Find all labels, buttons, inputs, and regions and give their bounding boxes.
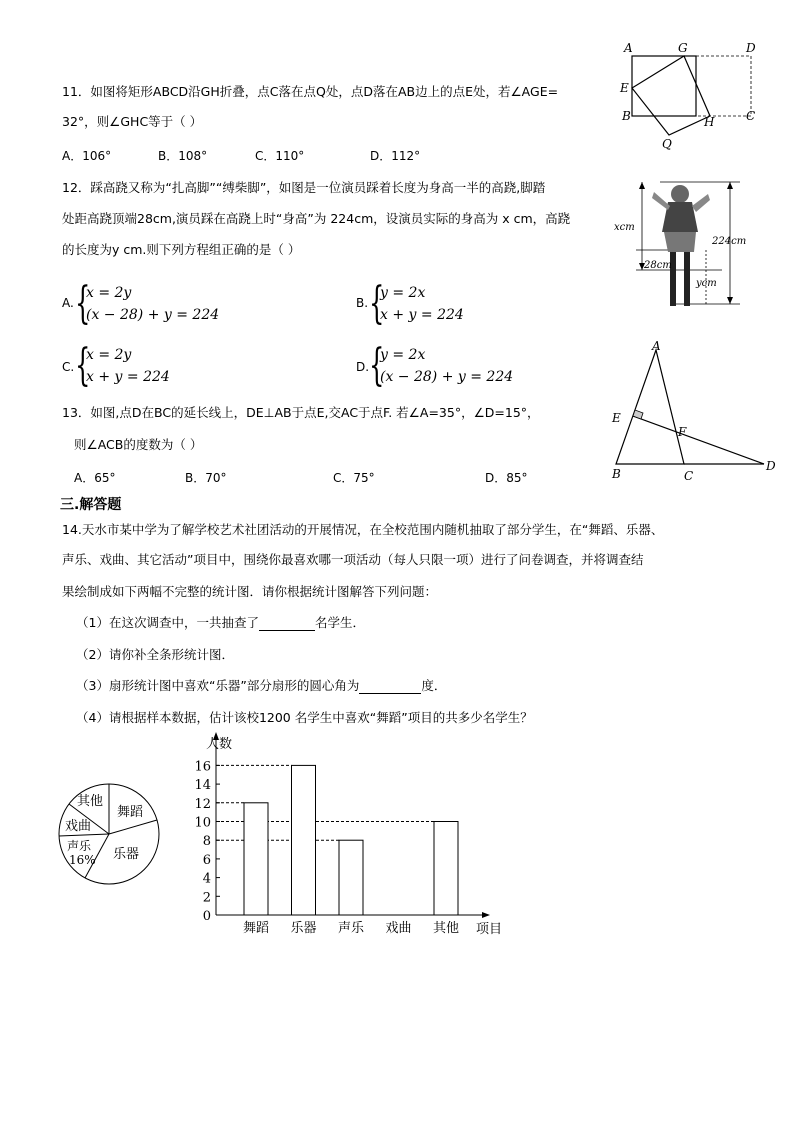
q13-line2: 则∠ACB的度数为（ ） bbox=[74, 437, 203, 452]
q13-label-e: E bbox=[612, 411, 621, 425]
q14-sub1-post: 名学生． bbox=[314, 615, 365, 630]
q12-option-d-brace: { bbox=[369, 340, 385, 391]
x-axis-arrow bbox=[482, 912, 490, 918]
bar-4 bbox=[434, 822, 458, 916]
q13-figure bbox=[600, 338, 790, 488]
q12-option-d-system bbox=[380, 344, 513, 388]
q11-label-c: C bbox=[746, 109, 756, 123]
q14-sub1-blank[interactable] bbox=[259, 616, 315, 631]
q13-label-b: B bbox=[612, 467, 621, 481]
bar-0 bbox=[244, 803, 268, 915]
q13-label-c: C bbox=[684, 469, 694, 483]
q14-line3: 果绘制成如下两幅不完整的统计图．请你根据统计图解答下列问题： bbox=[62, 584, 438, 599]
q12-option-d-label: D. bbox=[356, 360, 370, 374]
q12-label-xcm: xcm bbox=[614, 222, 635, 233]
q12-option-c-brace: { bbox=[75, 340, 91, 391]
q12-option-c-system bbox=[86, 344, 170, 388]
y-tick-label: 6 bbox=[202, 852, 211, 868]
category-label: 乐器 bbox=[290, 921, 317, 936]
q12-option-a-eq1: x = 2y bbox=[86, 285, 132, 301]
pie-label-opera: 戏曲 bbox=[65, 819, 92, 834]
q11-label-g: G bbox=[678, 41, 688, 55]
category-label: 其他 bbox=[432, 921, 460, 936]
q11-option-a: A．106° bbox=[62, 149, 112, 163]
performer-head-icon bbox=[671, 185, 689, 203]
category-label: 戏曲 bbox=[385, 921, 412, 936]
q14-sub3-post: 度． bbox=[421, 678, 447, 693]
q12-option-a-label: A. bbox=[62, 296, 74, 310]
q11-stem-line1: 11．如图将矩形ABCD沿GH折叠，点C落在点Q处，点D落在AB边上的点E处，若∠AGE= bbox=[62, 84, 559, 99]
q13-option-c: C．75° bbox=[333, 471, 375, 485]
q12-option-a-brace: { bbox=[75, 278, 91, 329]
q12-option-b-eq2: x + y = 224 bbox=[380, 307, 464, 323]
q12-line1: 12．踩高跷又称为“扎高脚”“缚柴脚”，如图是一位演员踩着长度为身高一半的高跷,脚踏 bbox=[62, 180, 546, 195]
q12-option-c-eq2: x + y = 224 bbox=[86, 369, 170, 385]
q13-option-d: D．85° bbox=[485, 471, 528, 485]
q14-sub1-pre: （1）在这次调查中，一共抽查了 bbox=[76, 615, 259, 630]
q11-label-a: A bbox=[624, 41, 633, 55]
q14-sub3 bbox=[76, 678, 446, 694]
bar-2 bbox=[339, 840, 363, 915]
q12-option-b-eq1: y = 2x bbox=[380, 285, 426, 301]
q12-option-b-label: B. bbox=[356, 296, 369, 310]
q13-label-f: F bbox=[678, 425, 687, 439]
q12-label-28cm: 28cm bbox=[644, 260, 672, 271]
q12-option-d-eq1: y = 2x bbox=[380, 347, 426, 363]
y-tick-label: 0 bbox=[202, 909, 211, 924]
y-tick-label: 16 bbox=[194, 759, 211, 775]
pie-label-music: 乐器 bbox=[113, 847, 140, 862]
q11-label-e: E bbox=[620, 81, 629, 95]
q14-sub1 bbox=[76, 615, 365, 631]
y-tick-label: 2 bbox=[202, 890, 211, 906]
category-label: 舞蹈 bbox=[242, 921, 270, 936]
q11-label-b: B bbox=[622, 109, 631, 123]
q12-label-ycm: ycm bbox=[696, 278, 717, 289]
y-tick-label: 4 bbox=[202, 871, 211, 887]
q14-sub3-pre: （3）扇形统计图中喜欢“乐器”部分扇形的圆心角为 bbox=[76, 678, 360, 693]
y-tick-label: 12 bbox=[194, 796, 211, 812]
q12-label-224cm: 224cm bbox=[712, 236, 747, 247]
q14-sub2: （2）请你补全条形统计图． bbox=[76, 647, 234, 662]
q14-line1: 14.天水市某中学为了解学校艺术社团活动的开展情况，在全校范围内随机抽取了部分学生，在“舞蹈、乐器、 bbox=[62, 522, 664, 537]
q14-line2: 声乐、戏曲、其它活动”项目中，围绕你最喜欢哪一项活动（每人只限一项）进行了问卷调查，并将调查结 bbox=[62, 552, 644, 567]
q12-option-d-eq2: (x − 28) + y = 224 bbox=[380, 369, 514, 385]
q12-stilt-figure bbox=[612, 172, 752, 310]
category-label: 声乐 bbox=[337, 921, 365, 936]
pie-label-other: 其他 bbox=[77, 794, 104, 809]
pie-label-vocal-percent: 16% bbox=[69, 853, 96, 867]
bar-1 bbox=[292, 765, 316, 915]
q12-option-c-eq1: x = 2y bbox=[86, 347, 132, 363]
q13-option-a: A．65° bbox=[74, 471, 116, 485]
q13-label-d: D bbox=[766, 459, 776, 473]
q12-option-c-label: C. bbox=[62, 360, 75, 374]
y-tick-label: 14 bbox=[194, 778, 211, 794]
q11-option-d: D．112° bbox=[370, 149, 421, 163]
q12-option-b-system bbox=[380, 282, 464, 326]
q14-sub4: （4）请根据样本数据，估计该校1200 名学生中喜欢“舞蹈”项目的共多少名学生？ bbox=[76, 710, 533, 725]
pie-chart bbox=[55, 780, 165, 890]
y-tick-label: 10 bbox=[194, 815, 211, 831]
q11-option-b: B．108° bbox=[158, 149, 208, 163]
q11-label-h: H bbox=[704, 115, 715, 129]
pie-label-dance: 舞蹈 bbox=[117, 805, 144, 820]
q14-sub3-blank[interactable] bbox=[359, 679, 421, 694]
q11-stem-line2: 32°，则∠GHC等于（ ） bbox=[62, 114, 203, 129]
q12-option-a-eq2: (x − 28) + y = 224 bbox=[86, 307, 220, 323]
section-title: 三.解答题 bbox=[60, 497, 122, 513]
x-axis-label: 项目 bbox=[476, 922, 503, 937]
q11-figure bbox=[612, 38, 772, 156]
q11-label-q: Q bbox=[662, 137, 672, 151]
q12-line2: 处距高跷顶端28cm,演员踩在高跷上时“身高”为 224cm，设演员实际的身高为 x cm，高跷 bbox=[62, 211, 571, 226]
q11-label-d: D bbox=[746, 41, 756, 55]
y-tick-label: 8 bbox=[202, 834, 211, 850]
bar-chart bbox=[180, 730, 520, 940]
pie-label-vocal: 声乐 bbox=[67, 839, 92, 853]
q12-option-b-brace: { bbox=[369, 278, 385, 329]
q13-line1: 13．如图,点D在BC的延长线上，DE⊥AB于点E,交AC于点F. 若∠A=35°，∠D=15°， bbox=[62, 405, 540, 420]
y-axis-label: 人数 bbox=[206, 737, 233, 752]
q13-label-a: A bbox=[652, 339, 661, 353]
q12-option-a-system bbox=[86, 282, 219, 326]
q12-line3: 的长度为y cm.则下列方程组正确的是（ ） bbox=[62, 242, 301, 257]
q11-option-c: C．110° bbox=[255, 149, 305, 163]
q13-option-b: B．70° bbox=[185, 471, 227, 485]
